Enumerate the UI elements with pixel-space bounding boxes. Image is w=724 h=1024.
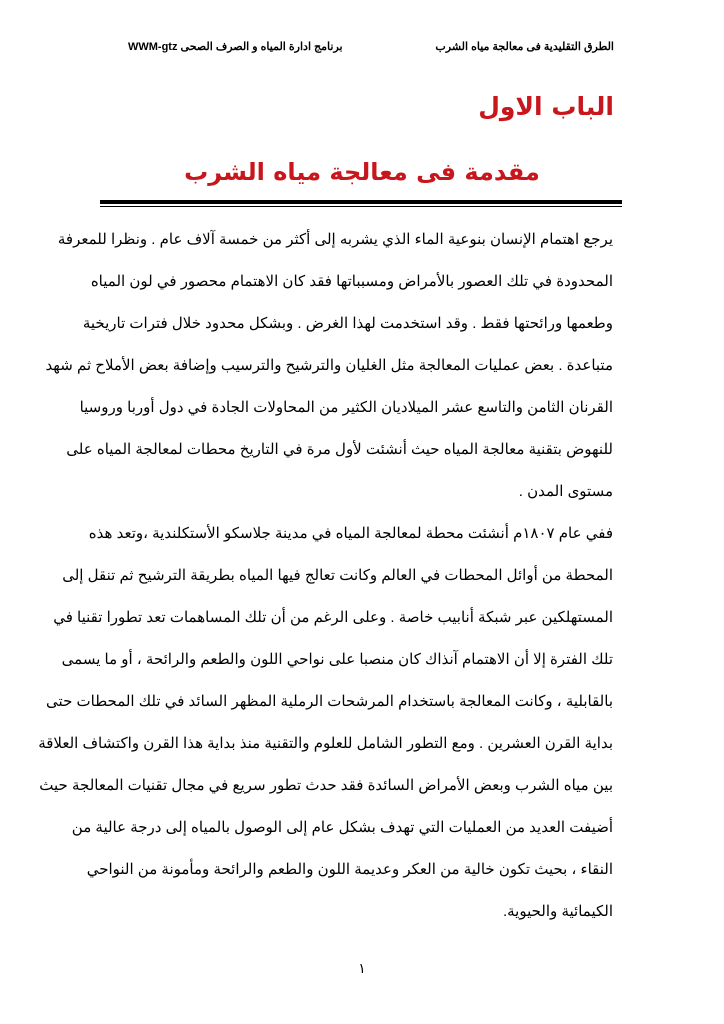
body-line: يرجع اهتمام الإنسان بنوعية الماء الذي يشربه إلى أكثر من خمسة آلاف عام . ونظرا للمعرفة: [57, 231, 613, 248]
body-line: أضيفت العديد من العمليات التي تهدف بشكل عام إلى الوصول بالمياه إلى درجة عالية من: [71, 819, 613, 836]
body-line: وطعمها ورائحتها فقط . وقد استخدمت لهذا الغرض . وبشكل محدود خلال فترات تاريخية: [82, 315, 613, 332]
body-line: للنهوض بتقنية معالجة المياه حيث أنشئت لأول مرة في التاريخ محطات لمعالجة المياه على: [66, 441, 613, 458]
page-number: ١: [358, 960, 366, 976]
body-line: مستوى المدن .: [518, 483, 613, 500]
running-header-program: برنامج ادارة المياه و الصرف الصحى WWM-gtz: [128, 41, 343, 53]
title-divider-thick: [100, 200, 622, 204]
body-line: المحطة من أوائل المحطات في العالم وكانت تعالج فيها المياه بطريقة الترشيح ثم تنقل إلى: [62, 567, 613, 584]
body-line: بين مياه الشرب وبعض الأمراض السائدة فقد حدث تطور سريع في مجال تقنيات المعالجة حيث: [39, 777, 613, 794]
title-divider-thin: [100, 206, 622, 207]
body-line: بداية القرن العشرين . ومع التطور الشامل للعلوم والتقنية منذ بداية هذا القرن واكتشاف العلاقة: [38, 735, 613, 752]
chapter-title: الباب الاول: [478, 92, 614, 121]
section-title: مقدمة فى معالجة مياه الشرب: [184, 158, 540, 186]
body-line: المحدودة في تلك العصور بالأمراض ومسبباتها فقد كان الاهتمام محصور في لون المياه: [90, 273, 613, 290]
body-line: النقاء ، بحيث تكون خالية من العكر وعديمة اللون والطعم والرائحة ومأمونة من النواحي: [86, 861, 613, 878]
body-line: تلك الفترة إلا أن الاهتمام آنذاك كان منصبا على نواحي اللون والطعم والرائحة ، أو ما يسمى: [61, 651, 613, 668]
body-text: [38, 219, 613, 933]
body-line: بالقابلية ، وكانت المعالجة باستخدام المرشحات الرملية المظهر السائد في تلك المحطات حتى: [46, 693, 613, 710]
running-header-title: الطرق التقليدية فى معالجة مياه الشرب: [435, 41, 614, 53]
body-line: ففي عام ١٨٠٧م أنشئت محطة لمعالجة المياه في مدينة جلاسكو الأستكلندية ،وتعد هذه: [88, 525, 613, 542]
body-line: الكيمائية والحيوية.: [502, 903, 613, 920]
body-line: القرنان الثامن والتاسع عشر الميلاديان الكثير من المحاولات الجادة في دول أوربا وروسيا: [79, 399, 613, 416]
body-line: متباعدة . بعض عمليات المعالجة مثل الغليان والترشيح والترسيب وإضافة بعض الأملاح ثم شهد: [45, 357, 613, 374]
body-line: المستهلكين عبر شبكة أنابيب خاصة . وعلى الرغم من أن تلك المساهمات تعد تطورا تقنيا في: [53, 609, 613, 626]
